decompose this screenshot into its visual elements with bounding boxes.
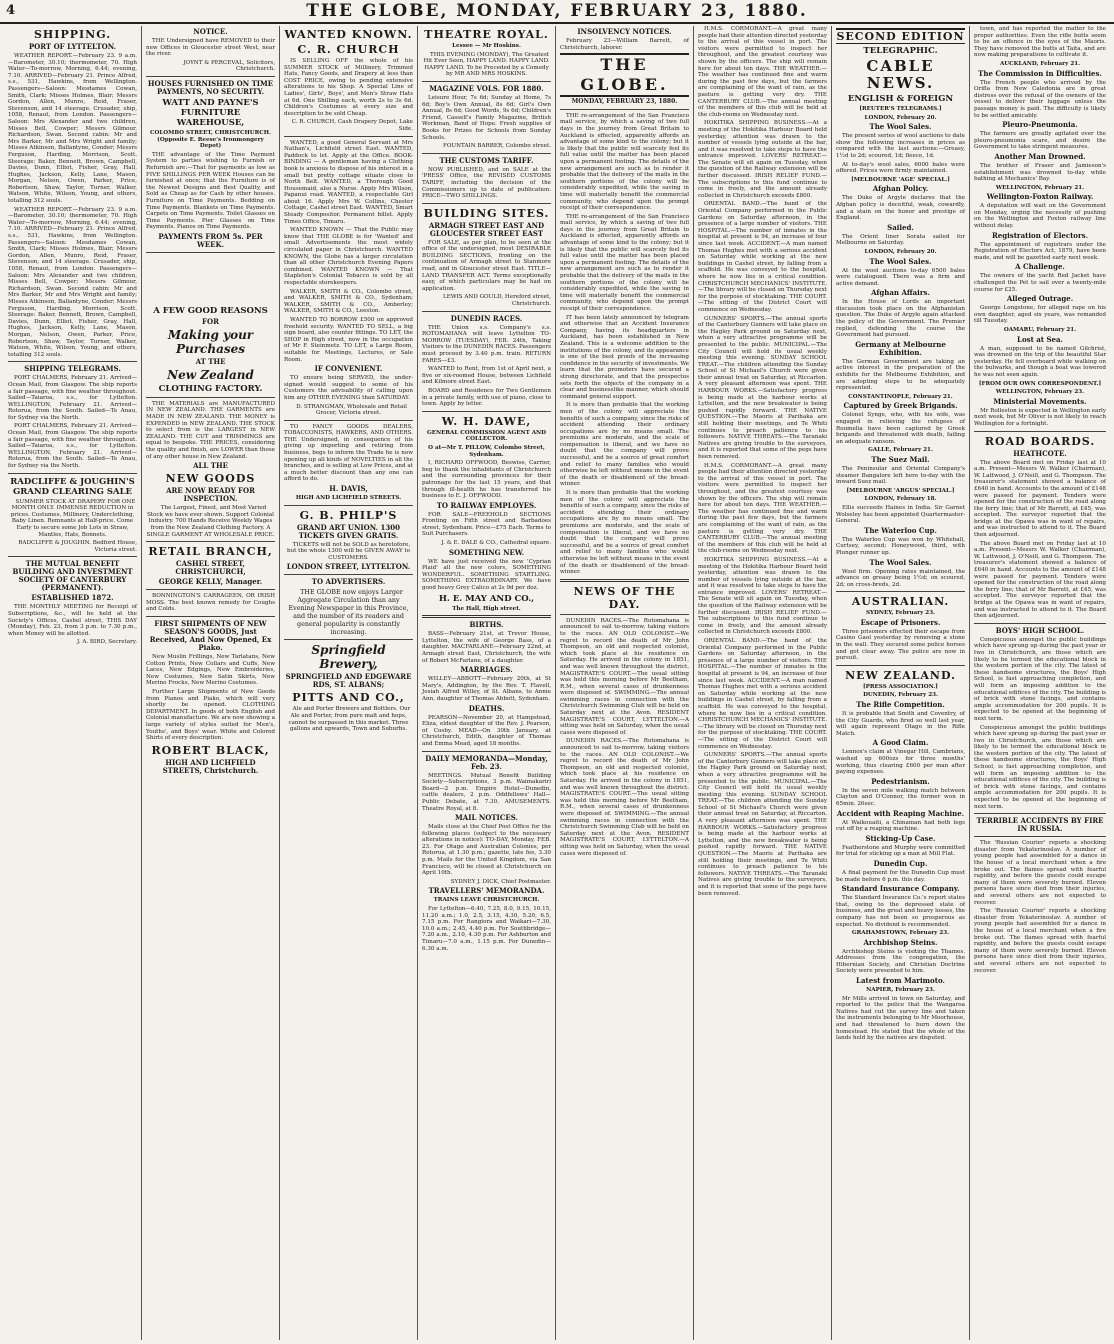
foxton-heading: Wellington-Foxton Railway. (986, 192, 1094, 202)
theatre-lessee: Lessee — Mr Hoskins. (452, 43, 521, 49)
notice-text: THE Undersigned have REMOVED to their new Offices in Gloucester street West, near the river. (146, 38, 275, 58)
sticking-heading: Sticking-Up Case. (865, 833, 936, 843)
wanted-known-heading: WANTED KNOWN. (284, 28, 413, 41)
reasons-nz: New Zealand (167, 367, 254, 382)
challenge-text: The owners of the yacht Red Jacket have challenged the Pet to sail over a twenty-mile course for £25. (974, 273, 1106, 293)
building-sites-sub: ARMAGH STREET EAST AND GLOUCESTER STREET EAST (428, 220, 545, 238)
terrible-text-2: The 'Russian Courier' reports a shocking disaster from Yekaterinoslav. A number of young people had assembled for a dance in the house of a local merchant when a fire broke out. The flames spread with fearful rapidity, and before the guests could escape many of them were severely burned. Eleven persons have since died from their injuries, and several others are not expected to recover. (974, 908, 1106, 974)
boys-school-text-2: Conspicuous amongst the public buildings which have sprung up during the past year or two in Christchurch, are those which are likely to be termed the educational block in the western portion of the city. The latest of these handsome structures, the Boys' High School, is fast approaching completion, and will form an imposing addition to the educational edifices of the city. The building is of brick with stone facings, and contains ample accommodation for 200 pupils. It is expected to be opened at the beginning of next term. (974, 724, 1106, 810)
shipping-telegrams-text-2: PORT CHALMERS, February 21. Arrived—Ocean Mail, from Glasgow. The ship reports a fair passage, with fine weather throughout. Sailed—Taiaroa, s.s., for Lyttelton. WELLINGTON, February 21. Arrived—Rotorua, from the South. Sailed—Te Anau, for Sydney via the North. (8, 423, 137, 470)
church-sign: C. R. CHURCH, Cash Drapery Depot, Lake Side. (291, 119, 413, 132)
news-text-2: DUNEDIN RACES.—The Rotomahana is announced to sail to-morrow, taking visitors to the races. AN OLD COLONIST.—We regret to record the death of Mr John Thompson, an old and respected colonist, which took place at his residence on Saturday. He arrived in the colony in 1851, and was well known throughout the district. MAGISTRATE'S COURT.—The usual sitting was held this morning before Mr Beetham, R.M., when several cases of drunkenness were disposed of. SWIMMING.—The annual swimming races in connection with the Christchurch Swimming Club will be held on Saturday next at the Avon. RESIDENT MAGISTRATE'S COURT, LYTTELTON.—A sitting was held on Saturday, when the usual cases were disposed of. (560, 738, 689, 857)
travellers-text: For Lyttelton—6.40, 7.25, 8.0, 9.15, 10.15, 11.20 a.m.; 1.0, 2.5, 3.15, 4.30, 5.20, 6.5, 7.15 p.m. For Rangiora and Waikari—7.30, 10.0 a.m.; 2.45, 4.40 p.m. For Southbridge—7.20 a.m., 2.10, 4.30 p.m. For Ashburton and Timaru—7.0 a.m., 1.15 p.m. For Dunedin—6.30 a.m. (422, 906, 551, 952)
col6-text-2b: HOKITIKA SHIPPING BUSINESS.—At a meeting of the Hokitika Harbour Board held yesterday, attention was drawn to the number of vessels lying outside at the bar, and it was resolved to take steps to have the entrance improved. LOVERS' RETREAT.—The Senate will sit again on Tuesday, when the question of the Railway extension will be further discussed. IRISH RELIEF FUND.—The subscriptions to this fund continue to come in freely, and the amount already collected in Christchurch exceeds £800. (698, 556, 827, 636)
travellers-sub: TRAINS LEAVE CHRISTCHURCH. (433, 897, 540, 904)
col6-text-1: H.M.S. CORMORANT.—A great many people had their attention directed yesterday to the arrival of this vessel in port. The visitors were permitted to inspect her throughout, and the greatest courtesy was shown by the officers. The ship will remain here for about ten days. THE WEATHER.—The weather has continued fine and warm during the past few days, but the farmers are complaining of the want of rain, as the pasture is getting very dry. THE CANTERBURY CLUB.—The annual meeting of the members of this club will be held at the club-rooms on Wednesday next. (698, 26, 827, 118)
suez-mail-heading: The Suez Mail. (871, 454, 930, 464)
houses-foot: PAYMENTS FROM 5s. PER WEEK. (158, 231, 263, 249)
shipping-report: WEATHER REPORT.—February 23. 9 a.m.—Barometer, 30.10; thermometer, 70. High Water—To-morrow, Morning, 6.44; evening, 7.10. ARRIVED—February 21. Prince Alfred, s.s., 531, Hawkins, from Wellington. Passengers—Saloon: Mesdames Cowan, Smith, Clark; Misses Holmes, Blair; Messrs Gordon, Allen, Munro, Reid, Fraser, Stevenson, and 14 steerage. Crusader, ship, 1058, Renaut, from London. Passengers—Saloon: Mrs Alexander and two children, Misses Bell, Cowper; Messrs Gilmour, Richardson, Swan. Second cabin: Mr and Mrs Barker, Mr and Mrs Wright and family; Misses Atkinson, Ballantyne, Conder; Messrs Ferguson, Harding, Morrison, Scott. Steerage: Baker, Bennett, Brown, Campbell, Davies, Dunn, Elliot, Fisher, Gray, Hall, Hughes, Jackson, Kelly, Lane, Mason, Morgan, Nelson, Owen, Parker, Price, Robertson, Shaw, Taylor, Turner, Walker, Watson, White, Wilson, Young, and others, totalling 312 souls. (8, 53, 137, 205)
houses-text: THE advantage of the Time Payment System to parties wishing to Furnish or Refurnish are:—That for payments as low as FIVE SHILLINGS PER WEEK Houses can be furnished at once; that the Furniture is of the Newest Designs and Best Quality, and Sold as Cheap as for Cash by other houses. Furniture on Time Payments. Bedding on Time Payments. Blankets on Time Payments. Carpets on Time Payments. Toilet Glasses on Time Payments. Pier Glasses on Time Payments. Pianos on Time Payments. (146, 151, 275, 231)
wanted-items: WANTED, a good General Servant at Mrs Nathan's, Lichfield street East. WANTED, Paddock to let. Apply at the Office. BOOK-BINDING — A gentleman having a Clothing book is anxious to dispose of his interest in a small but pretty cottage situate close to North Belt. WANTED, a Thorough Good Housemaid, also a Nurse. Apply Mrs Wilson, Papanui road. WANTED, a respectable Girl about 16. Apply Mrs W. Collins, Chester Cottage, Cashel street East. WANTED, Smart Steady Compositor. Permanent billet. Apply Times Office, Timaru. (284, 139, 413, 225)
strangman-sign: D. STRANGMAN, Wholesale and Retail Grocer, Victoria street. (296, 403, 407, 417)
houses-addr: COLOMBO STREET, CHRISTCHURCH. (Opposite E. Reese's Ironmongery Depot) (150, 129, 271, 150)
second-edition-heading: SECOND EDITION (836, 30, 965, 43)
notice-heading: NOTICE. (193, 27, 228, 36)
dunedin-dateline: DUNEDIN, February 23. (863, 692, 938, 699)
outrage-text: George Longstone, for alleged rape on his own daughter, aged six years, was remanded till Tuesday. (974, 305, 1106, 325)
rifle-heading: The Rifle Competition. (856, 700, 945, 710)
dawe-sub: GENERAL COMMISSION AGENT AND COLLECTOR. (426, 429, 547, 443)
mail-notices-sign: SYDNEY J. DICK, Chief Postmaster. (450, 878, 551, 885)
heathcote-heading: HEATHCOTE. (1013, 448, 1067, 458)
escape-heading: Escape of Prisoners. (860, 617, 941, 627)
drowned-heading: Another Man Drowned. (994, 151, 1086, 161)
davis-addr: HIGH AND LICHFIELD STREETS. (295, 495, 402, 502)
wool-sales-heading: The Wool Sales. (869, 256, 932, 266)
column-7 (832, 26, 970, 1340)
customs-heading: THE CUSTOMS TARIFF. (439, 155, 534, 165)
col6-text-1b: H.M.S. CORMORANT.—A great many people had their attention directed yesterday to the arrival of this vessel in port. The visitors were permitted to inspect her throughout, and the greatest courtesy was shown by the officers. The ship will remain here for about ten days. THE WEATHER.—The weather has continued fine and warm during the past few days, but the farmers are complaining of the want of rain, as the pasture is getting very dry. THE CANTERBURY CLUB.—The annual meeting of the members of this club will be held at the club-rooms on Wednesday next. (698, 462, 827, 555)
column-8 (970, 26, 1110, 1340)
church-heading: C. R. CHURCH (297, 43, 400, 56)
masthead-title: THE GLOBE, MONDAY, FEBRUARY 23, 1880. (306, 1, 808, 21)
clearing-sale-sign: RADCLIFFE & JOUGHIN. Bedford House, Victoria street. (18, 540, 137, 553)
memoranda-text: MEETINGS. Mutual Benefit Building Society—Subscriptions, 3 p.m. Waimakariri Board—2 p.m. Empire Hotel—Dunedin, cattle dealers, 2 p.m. Oddfellows' Hall—Public Debate, at 7.30. AMUSEMENTS. Theatre Royal, at 8. (422, 772, 551, 812)
napier-dateline: NAPIER, February 23. (866, 987, 935, 994)
telegraphic-heading: TELEGRAPHIC. (863, 46, 938, 56)
electors-heading: Registration of Electors. (991, 230, 1089, 240)
retail-sub: CASHEL STREET, CHRISTCHURCH, (175, 559, 246, 577)
building-society-established: ESTABLISHED 1872. (31, 593, 114, 603)
road-boards-heading: ROAD BOARDS. (984, 434, 1096, 448)
dunedin-cup-text: A final payment for the Dunedin Cup must be made before 6 p.m. this day. (836, 869, 965, 883)
wool-sales-text: At the wool auctions to-day 6500 bales were catalogued. There was a firm and active demand. (836, 267, 965, 287)
col6-text-4: GUNNERS' SPORTS.—The annual sports of the Canterbury Gunners will take place on the Hagley Park ground on Saturday next, when a very attractive programme will be presented to the public. MUNICIPAL.—The City Council will hold its usual weekly meeting this evening. SUNDAY SCHOOL TREAT.—The children attending the Sunday School of St Michael's Church were given their annual treat on Saturday, at Riccarton. A very pleasant afternoon was spent. THE HARBOUR WORKS.—Satisfactory progress is being made at the harbour works at Lyttelton, and the new breakwater is being pushed rapidly forward. THE NATIVE QUESTION.—The Maoris at Parihaka are still holding their meetings, and Te Whiti continues to preach patience to his followers. NATIVE THREATS.—The Taranaki Natives are giving trouble to the surveyors, and it is reported that some of the pegs have been removed. (698, 315, 827, 460)
railway-employes-sign: J. & E. DALE & CO., Cathedral square. (441, 540, 551, 547)
afghan-affairs-heading: Afghan Affairs. (871, 288, 930, 298)
robert-black-addr: HIGH AND LICHFIELD STREETS, Christchurch. (162, 757, 259, 775)
galle-dateline: GALLE, February 21. (868, 447, 933, 454)
port-subheading: PORT OF LYTTELTON. (28, 42, 117, 51)
auckland-dateline: AUCKLAND, February 21. (999, 60, 1081, 67)
dunedin-races-heading: DUNEDIN RACES. (450, 313, 523, 323)
houses-heading: HOUSES FURNISHED ON TIME PAYMENTS, NO SECURITY. (147, 78, 274, 96)
drowned-text: The brother of Fraser and Jamieson's establishment was drowned to-day while bathing at Mechanics' Bay. (974, 162, 1106, 183)
pleuro-heading: Pleuro-Pneumonia. (1002, 120, 1078, 130)
press-assoc-tag: [PRESS ASSOCIATION.] (863, 683, 938, 690)
pedestrianism-text: In the seven mile walking match between Clayton and O'Connor, the former won in 65min. 26sec. (836, 787, 965, 807)
commission-heading: The Commission in Difficulties. (978, 68, 1102, 78)
good-claim-heading: A Good Claim. (872, 738, 929, 748)
magazine-heading: MAGAZINE VOLS. FOR 1880. (429, 83, 544, 93)
new-goods-all: ALL THE (193, 461, 228, 471)
australian-heading: AUSTRALIAN. (851, 595, 950, 609)
notice-sign: JOYNT & PERCEVAL, Solicitors, Christchurch. (183, 59, 275, 73)
brewery-sub: SPRINGFIELD AND EDGEWARE RDS, ST. ALBANS; (285, 672, 412, 690)
brigands-heading: Captured by Greek Brigands. (843, 401, 958, 411)
deaths-text: PEARSON—November 20, at Hampstead, Eliza, eldest daughter of the Rev. J. Pearson, of Cosby. MEAD—On 30th January, at Christchurch, Edith, daughter of Thomas and Emma Mead, aged 18 months. (422, 714, 551, 747)
clearing-sale-heading: RADCLIFFE & JOUGHIN'S GRAND CLEARING SALE (10, 476, 135, 497)
new-goods-sub: ARE NOW READY FOR INSPECTION. (166, 486, 255, 504)
commission-text: The French people who arrived by the Orifla from New Caledonia are in great distress over the refusal of the owners of the vessel to deliver their luggage unless the passage money is paid. The difficulty is likely to be settled amicably. (974, 79, 1106, 119)
column-5 (556, 26, 694, 1340)
news-heading: NEWS OF THE DAY. (573, 584, 676, 611)
archbishop-heading: Archbishop Steins. (863, 937, 938, 947)
cable-news-heading: CABLE NEWS. (866, 57, 935, 92)
germany-heading: Germany at Melbourne Exhibition. (855, 339, 946, 357)
standard-heading: Standard Insurance Company. (841, 884, 960, 894)
germany-text: The German Government are taking an active interest in the preparation of the exhibits for the Melbourne Exhibition, and are adopting steps to be adequately represented. (836, 358, 965, 392)
english-foreign-heading: ENGLISH & FOREIGN (847, 94, 954, 104)
challenge-heading: A Challenge. (1015, 262, 1065, 272)
marimoto-heading: Latest from Marimoto. (856, 976, 945, 986)
sailed-text: The Orient liner Sorata sailed for Melbourne on Saturday. (836, 233, 965, 247)
col6-text-4b: GUNNERS' SPORTS.—The annual sports of the Canterbury Gunners will take place on the Hagley Park ground on Saturday next, when a very attractive programme will be presented to the public. MUNICIPAL.—The City Council will hold its usual weekly meeting this evening. SUNDAY SCHOOL TREAT.—The children attending the Sunday School of St Michael's Church were given their annual treat on Saturday, at Riccarton. A very pleasant afternoon was spent. THE HARBOUR WORKS.—Satisfactory progress is being made at the harbour works at Lyttelton, and the new breakwater is being pushed rapidly forward. THE NATIVE QUESTION.—The Maoris at Parihaka are still holding their meetings, and Te Whiti continues to preach patience to his followers. NATIVE THREATS.—The Taranaki Natives are giving trouble to the surveyors, and it is reported that some of the pegs have been removed. (698, 752, 827, 897)
robert-black-heading: ROBERT BLACK, (151, 743, 270, 757)
first-shipments-list: New Muslin Frillings, New Tarlatans, New Cotton Prints, New Collars and Cuffs, New Laces, New Edgings, New Embroideries, New Costumes, New Satin Skirts, New Merino Frocks, New Merino Costumes. (146, 653, 275, 687)
theatre-heading: THEATRE ROYAL. (424, 28, 549, 41)
rifle-text: It is probable that Smith and Coventry, of the City Guards, who fired so well last year, will again represent Otago in the Rifle Match. (836, 711, 965, 737)
building-society-text: THE MONTHLY MEETING for Receipt of Subscriptions, &c., will be held at the Society's Offices, Cashel street, THIS DAY (Monday), Feb. 23, from 3 p.m. to 7.30 p.m., when Money will be allotted. (8, 604, 137, 637)
napier-text: Mr Mills arrived in town on Saturday, and reported to the police that the Wangaroa Natives had cut the survey line and taken the instruments belonging to Mr Moorhouse, and had threatened to burn down the homestead. He stated that the whole of the lands held by the natives are disputed. (836, 995, 965, 1042)
theatre-text: THIS EVENING (MONDAY), The Greatest Hit Ever Seen, HAPPY LAND. HAPPY LAND. HAPPY LAND. To be Preceded by a Comedy by MR AND MRS HOSKINS. (423, 51, 550, 78)
reuter-tag: [REUTER'S TELEGRAMS.] (859, 106, 942, 112)
reaping-heading: Accident with Reaping Machine. (836, 808, 965, 818)
reasons-at: AT THE (195, 356, 226, 366)
marriages-text: WILLEY—ABBOTT—February 20th, at St Mary's, Addington, by the Rev. T. Flavell, Josiah Alfred Willey, of St. Albans, to Annie Ann, daughter of Thomas Abbott, Sydenham. (422, 676, 551, 702)
col6-text-3b: ORIENTAL BAND.—The band of the Oriental Company performed in the Public Gardens on Saturday afternoon, in the presence of a large number of visitors. THE HOSPITAL.—The number of inmates in the hospital at present is 94, an increase of four since last week. ACCIDENT.—A man named Thomas Hughes met with a serious accident on Saturday while working at the new buildings in Cashel street, by falling from a scaffold. He was conveyed to the hospital, where he now lies in a critical condition. CHRISTCHURCH MECHANICS' INSTITUTE.—The library will be closed on Thursday next for the purpose of stocktaking. THE COURT.—The sitting of the District Court will commence on Wednesday. (698, 638, 827, 750)
leader-2: IT has been lately announced by telegram and otherwise that an Accident Insurance Company, having its headquarters in Auckland, has been established in New Zealand. This is a welcome addition to the institutions of the colony, and its appearance is one of the best proofs of the increasing confidence in the security of investments. We learn that the promoters have secured a strong directorate, and that the prospectus sets forth the objects of the company in a clear and businesslike manner, which should command general support. (560, 314, 689, 400)
melb-tag: [MELBOURNE 'AGE' SPECIAL.] (851, 176, 950, 183)
insolvency-heading: INSOLVENCY NOTICES. (577, 27, 672, 36)
births-heading: BIRTHS. (469, 620, 504, 630)
mail-notices-heading: MAIL NOTICES. (455, 813, 518, 823)
building-society-sign: J. A. BIRD, Secretary. (76, 639, 137, 646)
lost-at-sea-text: A man, supposed to be named Gilchrist, was drowned on the trip of the beautiful Star yesterday. He fell overboard while walking on the bulwarks, and though a boat was lowered he was not seen again. (974, 345, 1106, 378)
customs-text: NOW PUBLISHED, and on SALE at the 'PRESS' Office, the REVISED CUSTOMS TARIFF, including the decision of the Commissioners up to date of publication. PRICE—TWO SHILLINGS. (422, 166, 551, 200)
dunedin-cup-heading: Dunedin Cup. (873, 858, 928, 868)
deaths-heading: DEATHS. (468, 703, 505, 713)
reasons-text: THE MATERIALS are MANUFACTURED IN NEW ZEALAND. THE GARMENTS are MADE IN NEW ZEALAND. THE MONEY is EXPENDED in NEW ZEALAND. THE STOCK to select from is the LARGEST in NEW ZEALAND. THE CUT and TRIMMINGS are equal to bespoke. THE PRICES, considering the quality and finish, are LOWER than those of any other house in New Zealand. (146, 400, 275, 460)
globe-date: MONDAY, FEBRUARY 23, 1880. (571, 98, 678, 106)
archbishop-text: Archbishop Steins is visiting the Thames. Addresses from the congregation, the Hibernian Society, and Christian Doctrine Society were presented to him. (836, 948, 965, 975)
oamaru-dateline: OAMARU, February 21. (1003, 327, 1077, 333)
leader-1b: THE re-arrangement of the San Francisco mail service, by which a saving of two full days in the journey from Great Britain to Auckland is effected, apparently affords an advantage of some kind to the colony; but it is likely that the public will scarcely feel its full value until the matter has been placed upon a permanent footing. The details of the new arrangement are such as to render it probable that the delivery of the mails in the southern portions of the colony will be considerably expedited, while the saving in time will materially benefit the commercial community, who depend upon the prompt receipt of their correspondence. (560, 213, 689, 312)
walker-smith-ad: WALKER, SMITH & CO., Colombo street, and WALKER, SMITH & CO., Sydenham; WALKER, SMITH & CO., Amberley; WALKER, SMITH & CO., Leeston. (284, 288, 413, 315)
railway-employes-text: FOR SALE—FREEHOLD SECTIONS Fronting on Fifth street and Barbadoes street, Sydenham. Price—£75 Each. Terms to Suit Purchasers. (422, 511, 551, 538)
wellington-dateline: WELLINGTON, February 21. (995, 184, 1085, 191)
leader-1: THE re-arrangement of the San Francisco mail service, by which a saving of two full days in the journey from Great Britain to Auckland is effected, apparently affords an advantage of some kind to the colony; but it is likely that the public will scarcely feel its full value until the matter has been placed upon a permanent footing. The details of the new arrangement are such as to render it probable that the delivery of the mails in the southern portions of the colony will be considerably expedited, while the saving in time will materially benefit the commercial community, who depend upon the prompt receipt of their correspondence. (560, 112, 689, 212)
dunedin-races-text: THE Union s.s. Company's s.s. ROTOMAHANA will leave Lyttelton TO-MORROW (TUESDAY), FEB. 24th, Taking Visitors to the DUNEDIN RACES. Passengers must proceed by 3.40 p.m. train. RETURN FARES—£3. (422, 324, 551, 364)
brewery-heading: Springfield Brewery, (311, 643, 386, 672)
waterloo-heading: The Waterloo Cup. (864, 525, 937, 535)
london-dateline: LONDON, February 20. (864, 248, 937, 255)
ministerial-text: Mr Rolleston is expected in Wellington early next week, but Mr Oliver is not likely to reach Wellington for a fortnight. (974, 407, 1106, 427)
wool3-heading: The Wool Sales. (869, 557, 932, 567)
wellington2-dateline: WELLINGTON, February 23. (995, 389, 1085, 396)
shipping-report-cont: WEATHER REPORT.—February 23. 9 a.m.—Barometer, 30.10; thermometer, 70. High Water—To-morrow, Morning, 6.44; evening, 7.10. ARRIVED—February 21. Prince Alfred, s.s., 531, Hawkins, from Wellington. Passengers—Saloon: Mesdames Cowan, Smith, Clark; Misses Holmes, Blair; Messrs Gordon, Allen, Munro, Reid, Fraser, Stevenson, and 14 steerage. Crusader, ship, 1058, Renaut, from London. Passengers—Saloon: Mrs Alexander and two children, Misses Bell, Cowper; Messrs Gilmour, Richardson, Swan. Second cabin: Mr and Mrs Barker, Mr and Mrs Wright and family; Misses Atkinson, Ballantyne, Conder; Messrs Ferguson, Harding, Morrison, Scott. Steerage: Baker, Bennett, Brown, Campbell, Davies, Dunn, Elliot, Fisher, Gray, Hall, Hughes, Jackson, Kelly, Lane, Mason, Morgan, Nelson, Owen, Parker, Price, Robertson, Shaw, Taylor, Turner, Walker, Watson, White, Wilson, Young, and others, totalling 312 souls. (8, 206, 137, 358)
column-4 (418, 26, 556, 1340)
sailed-heading: Sailed. (887, 222, 914, 232)
leader-3b: It is more than probable that the working men of the colony will appreciate the benefits of such a company, since the risks of accident attending their ordinary occupations are by no means small. The premiums are moderate, and the scale of compensation is liberal, and we have no doubt that the company will prove successful, and be a source of great comfort and relief to many families who would otherwise be left without means in the event of the death or disablement of the bread-winner. (560, 490, 689, 576)
columns (4, 26, 1110, 1340)
ellis-text: Ellis succeeds Haines in India. Sir Garnet Wolseley has been appointed Quartermaster-General. (836, 504, 965, 525)
column-1 (4, 26, 142, 1340)
fountain-sign: FOUNTAIN BARBER, Colombo street. (442, 143, 551, 150)
sydney-dateline: SYDNEY, February 23. (865, 610, 936, 617)
retail-manager: GEORGE KELLY, Manager. (158, 577, 263, 587)
leader-3: It is more than probable that the working men of the colony will appreciate the benefits of such a company, since the risks of accident attending their ordinary occupations are by no means small. The premiums are moderate, and the scale of compensation is liberal, and we have no doubt that the company will prove successful, and be a source of great comfort and relief to many families who would otherwise be left without means in the event of the death or disablement of the bread-winner. (560, 402, 689, 488)
nz-heading: NEW ZEALAND. (845, 668, 956, 682)
grahamstown-dateline: GRAHAMSTOWN, February 23. (851, 930, 950, 937)
outrage-heading: Alleged Outrage. (1006, 294, 1074, 304)
advertisers-text: THE GLOBE now enjoys Larger Aggregate Circulation than any Evening Newspaper in this Province, and the number of its readers and general popularity is constantly increasing. (288, 588, 409, 637)
wanted-rent: WANTED to Rent, from 1st of April next, a five or six-roomed House, between Lichfield and Kilmore street East. (422, 366, 551, 386)
may-addr: The Hall, High street. (452, 605, 521, 612)
heathcote-text-2: The above Board met on Friday last at 10 a.m. Present—Messrs W. Walker (Chairman), W. Lattwood, J. O'Neill, and G. Thompson. The treasurer's statement showed a balance of £640 in hand. Accounts to the amount of £148 were passed for payment. Tenders were opened for the construction of the road along the ferry line; that of Mr Barrett, at £45, was accepted. The surveyor reported that the bridge at the Opawa was in want of repairs, and was instructed to attend to it. The Board then adjourned. (974, 540, 1106, 620)
lewis-gould-sign: LEWIS AND GOULD, Hereford street, Christchurch. (443, 294, 551, 308)
column-3 (280, 26, 418, 1340)
if-convenient-text: TO ensure being SERVED, the under-signed would suggest to some of his Customers the advisability of calling upon him any OTHER EVENING than SATURDAY. (284, 375, 413, 401)
philp-text: TICKETS will not be SOLD as heretofore, but the whole 1300 will be GIVEN AWAY to CUSTOMERS. (286, 541, 411, 561)
foxton-text: A deputation will wait on the Government on Monday, urging the necessity of pushing on the Wellington and Foxton railway line without delay. (974, 203, 1106, 230)
offwood-text: I, RICHARD OFFWOOD, Beswise, Carrier, beg to thank the inhabitants of Christchurch and the surrounding provinces for their patronage for the last 15 years, and that through ill-health he has transferred his business to E. J. OFFWOOD. (422, 460, 551, 500)
wool-dateline: LONDON, February 20. (864, 114, 937, 121)
terrible-heading: TERRIBLE ACCIDENTS BY FIRE IN RUSSIA. (976, 816, 1104, 834)
reasons-heading: A FEW GOOD REASONS (153, 305, 268, 316)
masthead (0, 0, 1114, 24)
afghan-policy-text: The Duke of Argyle declares that the Afghan policy is deceitful, weak, cowardly, and a stain on the honor and prestige of England. (836, 195, 965, 222)
if-convenient-heading: IF CONVENIENT. (314, 364, 383, 374)
shipments-text: Further Large Shipments of New Goods from Pianos and Piako, which will very shortly be opened. CLOTHING DEPARTMENT. In goods of both English and Colonial manufacture. We are now showing a large variety of styles suited for Men's, Youths', and Boys' wear. White and Colored Shirts of every description. (146, 688, 275, 742)
infant-text: WANTED TO BORROW £500 on approved freehold security. WANTED TO SELL, a big sign board, also counter fittings. TO LET, the SHOP in High street, now in the occupation of Mr F. Steinmetz. TO LET, a Large Room, suitable for Meetings, Lectures, or Sale Room. (284, 316, 413, 363)
memoranda-heading: DAILY MEMORANDA—Monday, Feb. 23. (425, 753, 548, 771)
good-claim-text: Lennox's claim at Vinegar Hill, Cambrians, washed up 600ozs for three months' working, thus clearing £600 per man after paying expenses. (836, 749, 965, 776)
shipping-telegrams-heading: SHIPPING TELEGRAMS. (24, 364, 121, 374)
page-number: 4 (6, 3, 18, 18)
dawe-heading: W. H. DAWE, (441, 414, 532, 428)
reasons-for: FOR (202, 316, 219, 326)
col8-text-1: town, and has reported the matter to the proper authorities. Even the rifle butts seem to be an offence in the eyes of the Maoris. They have removed the butts at Taita, and are now making preparations to cultivate it. (974, 26, 1106, 59)
first-shipments: FIRST SHIPMENTS OF NEW SEASON'S GOODS, Just Received, And Now Opened, Ex Piako. (149, 618, 272, 652)
may-heading: H. E. MAY AND CO., (438, 593, 535, 604)
globe-title: THE GLOBE. (560, 53, 689, 97)
dawe-addr: O at—Mr T. PILLOW, Colombo Street, Sydenham. (428, 444, 545, 458)
standard-text: The Standard Insurance Co.'s report states that, owing to the depressed state of business, and the great and heavy losses, the company has not been so prosperous as expected. No dividend is recommended. (836, 895, 965, 928)
reasons-making: Making your Purchases (167, 327, 254, 356)
column-2 (142, 26, 280, 1340)
lost-at-sea-heading: Lost at Sea. (1017, 334, 1063, 344)
davis-heading: H. DAVIS, (329, 484, 368, 494)
births-text: BASS—February 21st, at Trevor House, Lyttelton, the wife of George Bass, of a daughter. MACFARLANE—February 22nd, at Armagh street East, Christchurch, the wife of Robert McFarlane, of a daughter. (422, 631, 551, 664)
shipping-heading: SHIPPING. (33, 28, 112, 41)
travellers-heading: TRAVELLERS' MEMORANDA. (428, 886, 545, 896)
philp-heading: G. B. PHILP'S (299, 508, 398, 522)
news-text: DUNEDIN RACES.—The Rotomahana is announced to sail to-morrow, taking visitors to the races. AN OLD COLONIST.—We regret to record the death of Mr John Thompson, an old and respected colonist, which took place at his residence on Saturday. He arrived in the colony in 1851, and was well known throughout the district. MAGISTRATE'S COURT.—The usual sitting was held this morning before Mr Beetham, R.M., when several cases of drunkenness were disposed of. SWIMMING.—The annual swimming races in connection with the Christchurch Swimming Club will be held on Saturday next at the Avon. RESIDENT MAGISTRATE'S COURT, LYTTELTON.—A sitting was held on Saturday, when the usual cases were disposed of. (560, 617, 689, 736)
building-sites-heading: BUILDING SITES. (423, 206, 550, 220)
advertisers-heading: TO ADVERTISERS. (311, 577, 386, 587)
shipping-telegrams-text: PORT CHALMERS, February 21. Arrived—Ocean Mail, from Glasgow. The ship reports a fair passage, with fine weather throughout. Sailed—Taiaroa, s.s., for Lyttelton. WELLINGTON, February 21. Arrived—Rotorua, from the South. Sailed—Te Anau, for Sydney via the North. (8, 375, 137, 421)
column-6 (694, 26, 832, 1340)
board-residence: BOARD and Residence for Two Gentlemen in a private family, with use of piano, close to town. Apply by letter. (422, 387, 551, 408)
own-corr-tag: [FROM OUR OWN CORRESPONDENT.] (978, 380, 1102, 387)
reasons-factory: CLOTHING FACTORY. (158, 383, 263, 394)
ministerial-heading: Ministerial Movements. (993, 396, 1087, 406)
reaping-text: At Waikouaiti, a Chinaman had both legs cut off by a reaping machine. (836, 819, 965, 833)
insolvency-text: February 23—William Barrett, of Christchurch, laborer. (560, 38, 689, 51)
afghan-affairs-text: In the House of Lords an important discussion took place on the Afghanistan question. The Duke of Argyle again attacked the policy of the Government. The Premier replied, defending the course the Government had pursued. (836, 299, 965, 339)
wool3-text: Wool firm. Opening rates maintained, the advance on greasy being 1½d; on scoured, 2d; on cross-breds, 2d. (836, 568, 965, 588)
sticking-text: Featherstone and Murphy were committed for trial for sticking up a man at Mill Flat. (836, 844, 965, 858)
church-text: IS SELLING OFF the whole of his SUMMER STOCK of Millinery, Trimmed Hats, Fancy Goods, and Drapery at less than COST PRICE, owing to pending extensive alterations to his Shop. A Special Line of Ladies', Girls', Boys', and Men's Straw Hats at 6d. One Shilling each, worth 2s to 3s 6d. Children's Costumes at every size and description to be sold Cheap. (284, 58, 413, 117)
bonnington-ad: BONNINGTON'S CARRAGEEN, OR IRISH MOSS. The best known remedy for Coughs and Colds. (146, 593, 275, 613)
boys-school-heading: BOYS' HIGH SCHOOL. (995, 625, 1085, 635)
const-dateline: CONSTANTINOPLE, February 21. (848, 393, 953, 400)
boys-school-text: Conspicuous amongst the public buildings which have sprung up during the past year or two in Christchurch, are those which are likely to be termed the educational block in the western portion of the city. The latest of these handsome structures, the Boys' High School, is fast approaching completion, and will form an imposing addition to the educational edifices of the city. The building is of brick with stone facings, and contains ample accommodation for 200 pupils. It is expected to be opened at the beginning of next term. (974, 636, 1106, 722)
dealers-text: TO FANCY GOODS DEALERS, TOBACCONISTS, HAWKERS, AND OTHERS. THE Undersigned, in consequence of his giving up importing and retiring from business, begs to inform the Trade he is now opening up all kinds of NOVELTIES in all the branches, and is selling at Low Prices, and at a much better discount than any one can afford to do. (284, 423, 413, 483)
terrible-text: The 'Russian Courier' reports a shocking disaster from Yekaterinoslav. A number of young people had assembled for a dance in the house of a local merchant when a fire broke out. The flames spread with fearful rapidity, and before the guests could escape many of them were severely burned. Eleven persons have since died from their injuries, and several others are not expected to recover. (974, 840, 1106, 906)
building-sites-text: FOR SALE, as per plan, to be seen at the office of the undersigned, most DESIRABLE BUILDING SECTIONS, fronting on the continuation of Armagh street to Stanmore road, and in Gloucester street East. TITLE—LAND TRANSFER ACT. Terms exceptionally easy, of which particulars may be had on application. (422, 239, 551, 292)
wanted-more: WANTED KNOWN — That the Public may know that THE GLOBE is for 'Wanted' and small Advertisements the most widely circulated paper in Christchurch. WANTED KNOWN, the Globe has a larger circulation than all other Christchurch Evening Papers combined. WANTED KNOWN — That Stapleton's Colonial Tobacco is sold by all respectable storekeepers. (284, 227, 413, 286)
heathcote-text: The above Board met on Friday last at 10 a.m. Present—Messrs W. Walker (Chairman), W. Lattwood, J. O'Neill, and G. Thompson. The treasurer's statement showed a balance of £640 in hand. Accounts to the amount of £148 were passed for payment. Tenders were opened for the construction of the road along the ferry line; that of Mr Barrett, at £45, was accepted. The surveyor reported that the bridge at the Opawa was in want of repairs, and was instructed to attend to it. The Board then adjourned. (974, 459, 1106, 539)
pedestrianism-heading: Pedestrianism. (871, 776, 930, 786)
new-goods-text: The Largest, Finest, and Most Varied Stock we have ever shown. Support Colonial Industry. 700 Hands Receive Weekly Wages from the New Zealand Clothing Factory. A SINGLE GARMENT AT WHOLESALE PRICE. (146, 505, 275, 538)
something-new-text: WE have just received the new 'Cyprian Plaid' all the new colors, SOMETHING WONDERFUL. SOMETHING STARTLING. SOMETHING EXTRAORDINARY. We have good heavy Grey Calico at 2s 9d per doz. (422, 558, 551, 592)
retail-heading: RETAIL BRANCH, (148, 545, 273, 559)
col6-text-2: HOKITIKA SHIPPING BUSINESS.—At a meeting of the Hokitika Harbour Board held yesterday, attention was drawn to the number of vessels lying outside at the bar, and it was resolved to take steps to have the entrance improved. LOVERS' RETREAT.—The Senate will sit again on Tuesday, when the question of the Railway extension will be further discussed. IRISH RELIEF FUND.—The subscriptions to this fund continue to come in freely, and the amount already collected in Christchurch exceeds £800. (698, 120, 827, 199)
marriages-heading: MARRIAGES. (460, 665, 513, 675)
escape-text: Three prisoners effected their escape from Casino Gaol yesterday by removing a stone in the wall. They secured some police horses and got clear away. The police are now in pursuit. (836, 628, 965, 662)
magazine-text: Leisure Hour, 7s 6d; Sunday at Home, 7s 6d; Boy's Own Annual, 8s 6d; Girl's Own Annual, 8s 6d; Good Words, 9s 6d; Children's Friend, Cassell's Family Magazine, British Workman, Band of Hope. Fresh supplies of Books for Prizes for Schools from Sunday Schools. (422, 94, 551, 141)
houses-sub: WATT AND PAYNE'S FURNITURE WAREHOUSE, (162, 97, 259, 128)
philp-sub: GRAND ART UNION. 1300 TICKETS GIVEN GRATIS. (296, 522, 401, 540)
new-goods-heading: NEW GOODS (165, 472, 256, 486)
brewery-name: PITTS AND CO., (292, 691, 405, 705)
brewery-text: Ale and Porter Brewers and Bottlers. Our Ale and Porter, from pure malt and hops, cannot be surpassed in this market. Three gallons and upwards, Town and Suburbs. (288, 706, 411, 733)
clearing-sale-text: SUMMER STOCK AT DRAPERY FOR ONE MONTH ONLY. IMMENSE REDUCTION in prices. Costumes, Millinery, Underclothing, Baby Linen. Remnants at Half-price. Come Early to secure some Job Lots in Straw, Mantles, Hats, Bonnets. (10, 498, 136, 538)
london3-dateline: LONDON, February 18. (864, 496, 937, 503)
electors-text: The appointment of registrars under the Registration of Electors Act, 1879, have been made, and will be gazetted early next week. (974, 241, 1106, 261)
col6-text-3: ORIENTAL BAND.—The band of the Oriental Company performed in the Public Gardens on Saturday afternoon, in the presence of a large number of visitors. THE HOSPITAL.—The number of inmates in the hospital at present is 94, an increase of four since last week. ACCIDENT.—A man named Thomas Hughes met with a serious accident on Saturday while working at the new buildings in Cashel street, by falling from a scaffold. He was conveyed to the hospital, where he now lies in a critical condition. CHRISTCHURCH MECHANICS' INSTITUTE.—The library will be closed on Thursday next for the purpose of stocktaking. THE COURT.—The sitting of the District Court will commence on Wednesday. (698, 201, 827, 313)
waterloo-text: The Waterloo Cup was won by Whitehall, Curtsey, second; Honeywood, third, with Plunger runner up. (836, 536, 965, 556)
mail-notices-text: Mails close at the Chief Post Office for the following places (subject to the necessary alterations in notice): TO-DAY, Monday, FEB. 23. For Otago and Australian Colonies, per Rotorua, at 1.30 p.m.; gazette, late fee, 3.30 p.m. Mails for the United Kingdom, via San Francisco, will be closed at Christchurch on April 10th. (422, 824, 551, 877)
wool-heading: The Wool Sales. (869, 122, 932, 132)
brigands-text: Colonel Synge, who, with his wife, was engaged in relieving the refugees of Roumelia have been captured by Greek brigands and threatened with death, failing an adequate ransom. (836, 412, 965, 445)
railway-employes-heading: TO RAILWAY EMPLOYES. (436, 500, 537, 510)
suez-mail-text: The Peninsular and Oriental Company's steamer Bangalore left here to-day with the inward Suez mail. (836, 465, 965, 486)
philp-addr: LONDON STREET, LYTTELTON. (286, 562, 411, 572)
something-new-heading: SOMETHING NEW. (448, 547, 525, 557)
argus-tag: [MELBOURNE 'ARGUS' SPECIAL.] (846, 487, 955, 494)
building-society-heading: THE MUTUAL BENEFIT BUILDING AND INVESTMENT SOCIETY OF CANTERBURY (PERMANENT). (12, 559, 133, 593)
pleuro-text: The farmers are greatly agitated over the pleuro-pneumonia scare, and desire the Government to take stringent measures. (974, 131, 1106, 151)
wool-text: The present series of wool auctions to date show the following increases in prices as compared with the last auctions:—Greasy, 1½d to 2d; scoured, 1d; fleece, 1d. (836, 133, 965, 159)
wool-text-2: At to-day's wool sales, 6000 bales were offered. Prices were firmly maintained. (836, 161, 965, 175)
afghan-policy-heading: Afghan Policy. (872, 184, 929, 194)
